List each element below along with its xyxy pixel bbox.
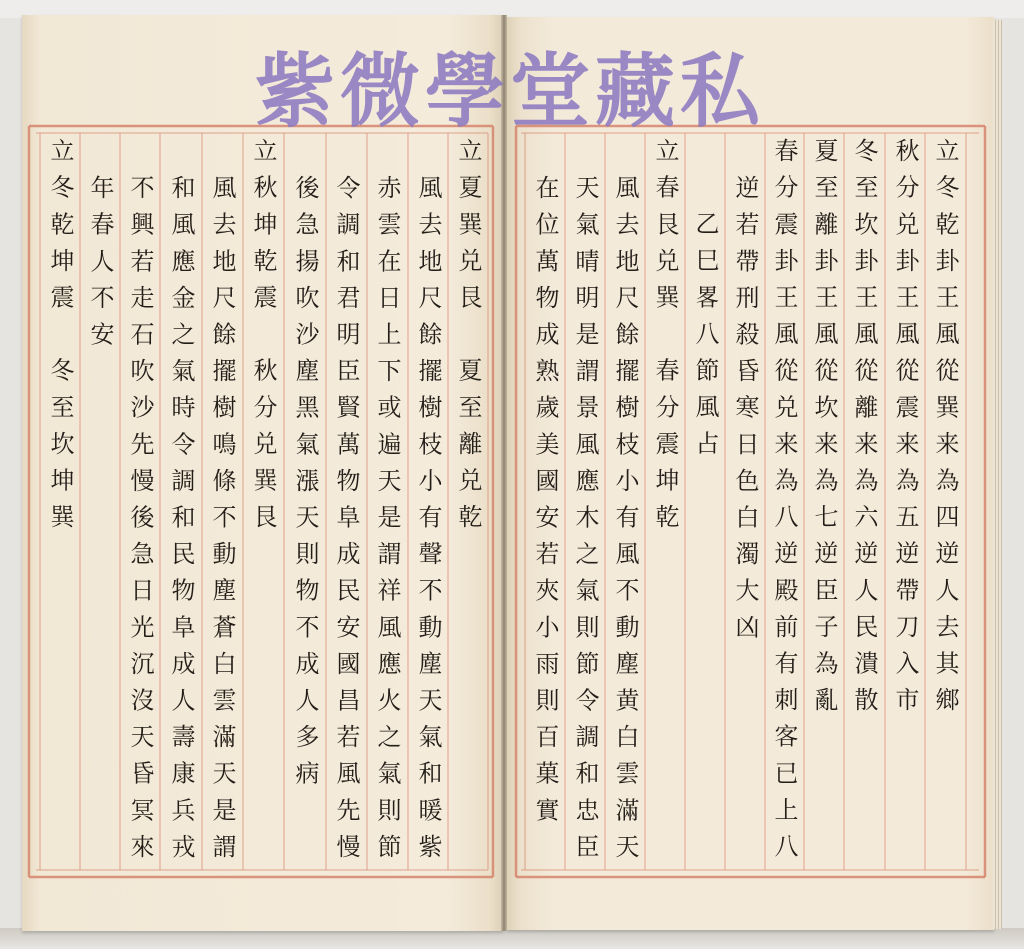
right-page-column-7: 乙巳畧八節風占 xyxy=(691,211,719,468)
left-page-column-8: 和風應金之氣時令調和民物阜成人壽康兵戎 xyxy=(167,174,195,870)
left-page-column-4: 令調和君明臣賢萬物阜成民安國昌若風先慢 xyxy=(332,174,360,870)
right-page-column-4: 夏至離卦王風從坎来為七逆臣子為亂 xyxy=(810,138,838,724)
right-page-column-10: 天氣晴明是謂景風應木之氣則節令調和忠臣 xyxy=(571,174,599,870)
right-page-column-8: 立春艮兑巽 春分震坤乾 xyxy=(651,138,679,541)
left-page-column-10: 年春人不安 xyxy=(86,174,114,358)
right-page-column-2: 秋分兑卦王風從震来為五逆帶刀入市 xyxy=(891,138,919,724)
right-page-column-1: 立冬乾卦王風從巽来為四逆人去其鄉 xyxy=(931,138,959,724)
collection-watermark: 紫微學堂藏私 xyxy=(255,44,765,138)
right-page-column-11: 在位萬物成熟歲美國安若夾小雨則百菓實 xyxy=(531,174,559,834)
right-page-column-3: 冬至坎卦王風從離来為六逆人民潰散 xyxy=(850,138,878,724)
left-page-column-1: 立夏巽兑艮 夏至離兑乾 xyxy=(454,138,482,541)
left-page-column-7: 風去地尺餘擺樹鳴條不動塵蒼白雲滿天是謂 xyxy=(208,174,236,870)
right-page-column-5: 春分震卦王風從兑来為八逆殿前有刺客已上八 xyxy=(770,138,798,870)
left-page-column-9: 不興若走石吹沙先慢後急日光沉沒天昏冥來 xyxy=(126,174,154,870)
left-page-column-2: 風去地尺餘擺樹枝小有聲不動塵天氣和暖紫 xyxy=(414,174,442,870)
right-page-column-6: 逆若帶刑殺昏寒日色白濁大凶 xyxy=(731,174,759,651)
left-page-column-3: 赤雲在日上下或遍天是謂祥風應火之氣則節 xyxy=(373,174,401,870)
left-page-column-11: 立冬乾坤震 冬至坎坤巽 xyxy=(46,138,74,541)
left-page-column-6: 立秋坤乾震 秋分兑巽艮 xyxy=(249,138,277,541)
left-page-column-5: 後急揚吹沙塵黑氣漲天則物不成人多病 xyxy=(291,174,319,797)
right-page-column-9: 風去地尺餘擺樹枝小有風不動塵黄白雲滿天 xyxy=(611,174,639,870)
